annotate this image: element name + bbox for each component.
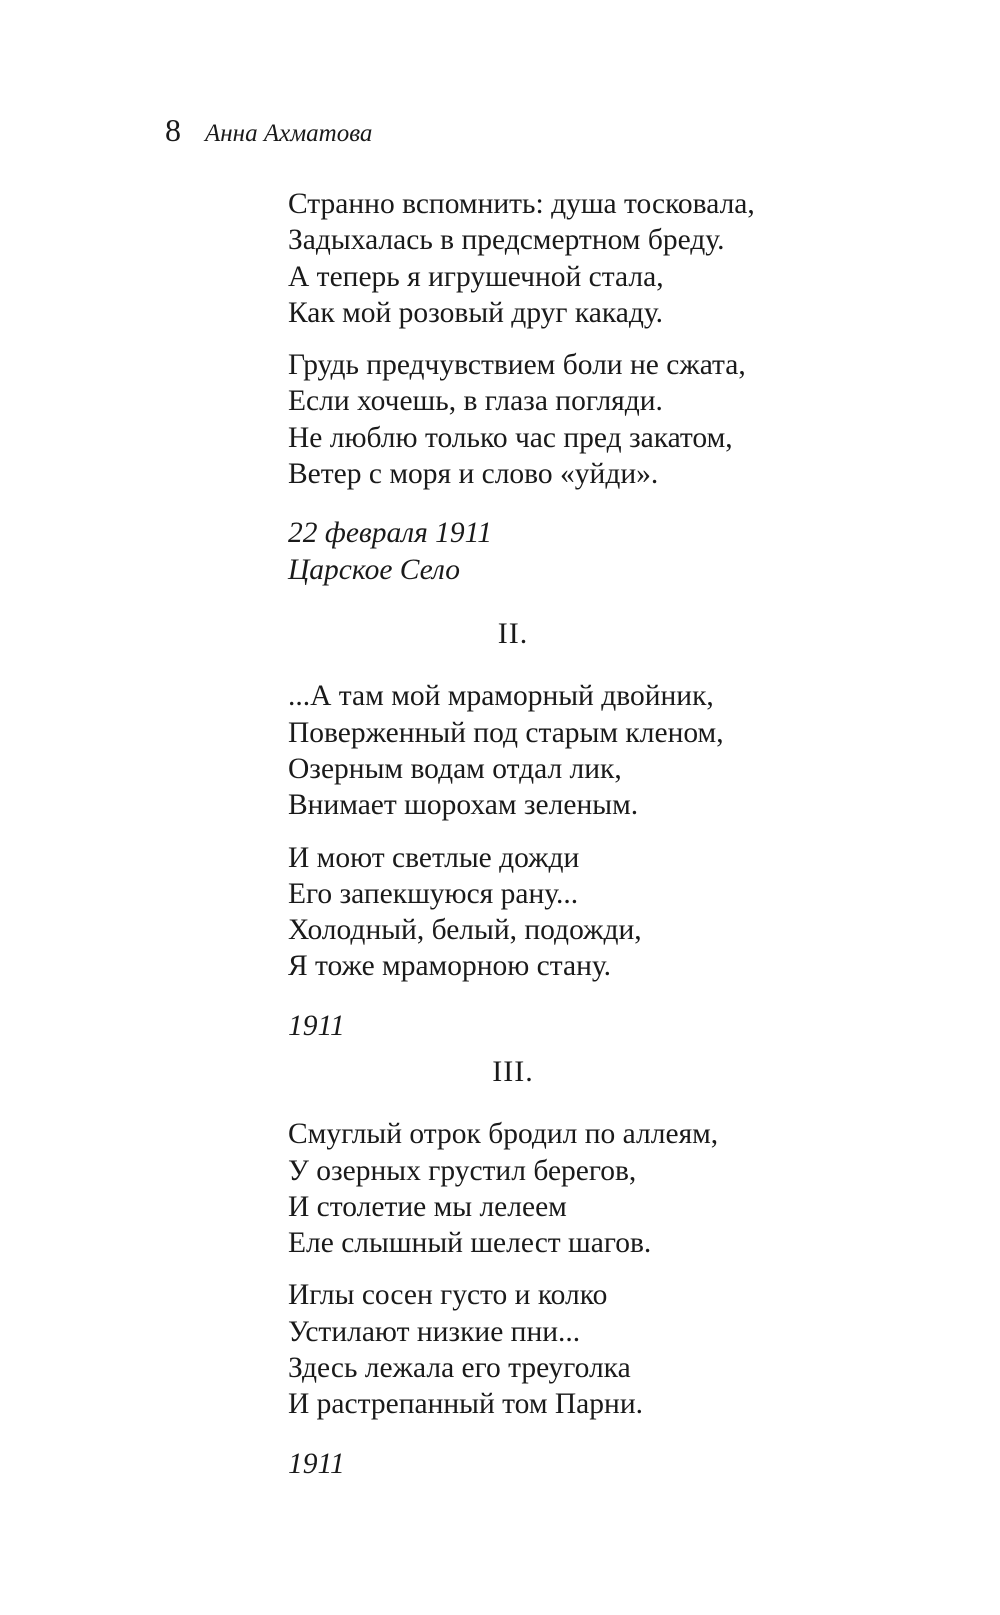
- verse-line: Ветер с моря и слово «уйди».: [288, 458, 659, 491]
- poem-date: 1911: [288, 1447, 345, 1480]
- section-number-ii: II.: [497, 617, 529, 651]
- page-number: 8: [165, 112, 181, 148]
- verse-line: Устилают низкие пни...: [288, 1315, 581, 1348]
- stanza: [288, 678, 848, 823]
- verse-line: Как мой розовый друг какаду.: [288, 296, 664, 329]
- verse-line: У озерных грустил берегов,: [288, 1154, 637, 1187]
- verse-line: Я тоже мраморною стану.: [288, 950, 612, 983]
- stanza: [288, 1116, 848, 1261]
- verse-line: Еле слышный шелест шагов.: [288, 1227, 652, 1260]
- stanza: [288, 1277, 848, 1422]
- verse-line: Его запекшуюся рану...: [288, 877, 579, 910]
- verse-line: Здесь лежала его треуголка: [288, 1352, 631, 1385]
- verse-line: Если хочешь, в глаза погляди.: [288, 385, 663, 418]
- verse-line: И моют светлые дожди: [288, 841, 580, 874]
- page-header: [165, 112, 372, 156]
- running-head-author: Анна Ахматова: [205, 120, 373, 147]
- verse-line: Иглы сосен густо и колко: [288, 1279, 608, 1312]
- verse-line: Холодный, белый, подожди,: [288, 914, 642, 947]
- stanza: [288, 347, 848, 492]
- verse-line: Озерным водам отдал лик,: [288, 752, 622, 785]
- poem-date: 1911: [288, 1009, 345, 1042]
- verse-line: И столетие мы лелеем: [288, 1190, 567, 1223]
- verse-line: Смуглый отрок бродил по аллеям,: [288, 1118, 719, 1151]
- verse-line: Не люблю только час пред закатом,: [288, 421, 733, 454]
- verse-line: Поверженный под старым кленом,: [288, 716, 724, 749]
- verse-line: Странно вспомнить: душа тосковала,: [288, 188, 755, 220]
- verse-line: Грудь предчувствием боли не сжата,: [288, 349, 746, 382]
- poem-date: 22 февраля 1911: [288, 517, 492, 550]
- verse-line: Внимает шорохам зеленым.: [288, 789, 639, 822]
- poem-place: Царское Село: [288, 553, 461, 586]
- verse-line: И растрепанный том Парни.: [288, 1388, 643, 1421]
- verse-line: А теперь я игрушечной стала,: [288, 260, 664, 293]
- stanza: [288, 186, 848, 331]
- section-number-iii: III.: [492, 1055, 534, 1089]
- poem-text: [288, 186, 848, 1482]
- verse-line: Задыхалась в предсмертном бреду.: [288, 224, 725, 257]
- stanza: [288, 840, 848, 985]
- verse-line: ...А там мой мраморный двойник,: [288, 680, 714, 713]
